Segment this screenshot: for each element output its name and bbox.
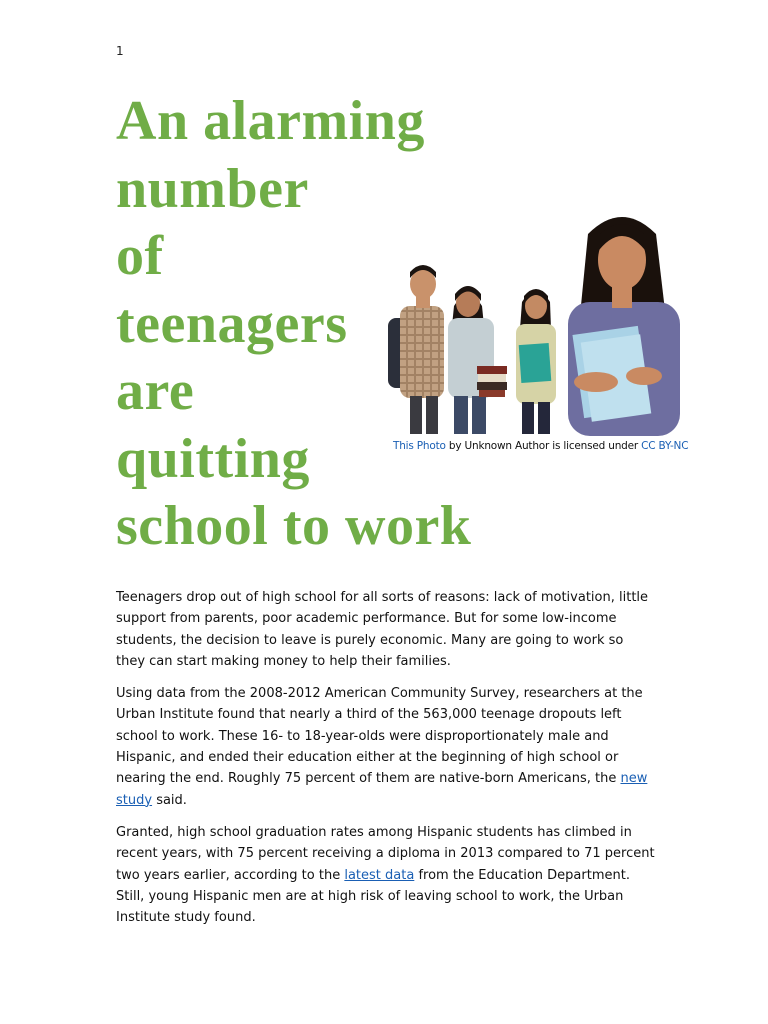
page-number: 1 — [116, 44, 124, 58]
student-figure-boy — [388, 265, 444, 434]
students-photo — [382, 206, 690, 438]
student-figure-girl-front — [568, 217, 680, 436]
article-body — [116, 587, 656, 939]
paragraph-3 — [116, 822, 656, 928]
headline-line: An alarming — [116, 90, 425, 152]
headline-line: number — [116, 157, 309, 220]
license-link[interactable]: CC BY-NC — [641, 440, 689, 452]
headline-line: quitting — [116, 427, 310, 490]
photo-caption — [393, 440, 693, 452]
paragraph-1: Teenagers drop out of high school for all sorts of reasons: lack of motivation, little support from parents, poor academic performance. But for some low-income students, the decision to leave is purely economic. Many are going to work so they can start making money to help their families. — [116, 590, 649, 669]
latest-data-link[interactable]: latest data — [344, 867, 415, 883]
photo-source-link[interactable]: This Photo — [393, 440, 446, 452]
new-study-link[interactable]: new study — [116, 771, 648, 808]
caption-text: by Unknown Author is licensed under — [445, 440, 642, 452]
paragraph-2-end: said. — [152, 792, 187, 808]
headline-line: are — [116, 360, 195, 422]
paragraph-2-text: Using data from the 2008-2012 American Community Survey, researchers at the Urban Institute found that nearly a third of the 563,000 teenage dropouts left school to work. These 16- to 18-year-olds were disproportionately male and Hispanic, and ended their education either at the beginning of high school or nearing the end. Roughly 75 percent of them are native-born Americans, the — [116, 686, 643, 787]
headline-line: of — [116, 225, 164, 287]
student-figure-girl-1 — [448, 286, 507, 434]
paragraph-2 — [116, 683, 656, 811]
student-figure-girl-2 — [516, 289, 556, 434]
paragraph-3-end: from the Education Department. Still, young Hispanic men are at high risk of leaving school to work, the Urban Institute study found. — [116, 867, 630, 926]
paragraph-3-text: Granted, high school graduation rates among Hispanic students has climbed in recent years, with 75 percent receiving a diploma in 2013 compared to 71 percent two years earlier, according to the — [116, 824, 655, 883]
headline-line: teenagers — [116, 292, 348, 355]
headline-line: school to work — [116, 495, 472, 557]
